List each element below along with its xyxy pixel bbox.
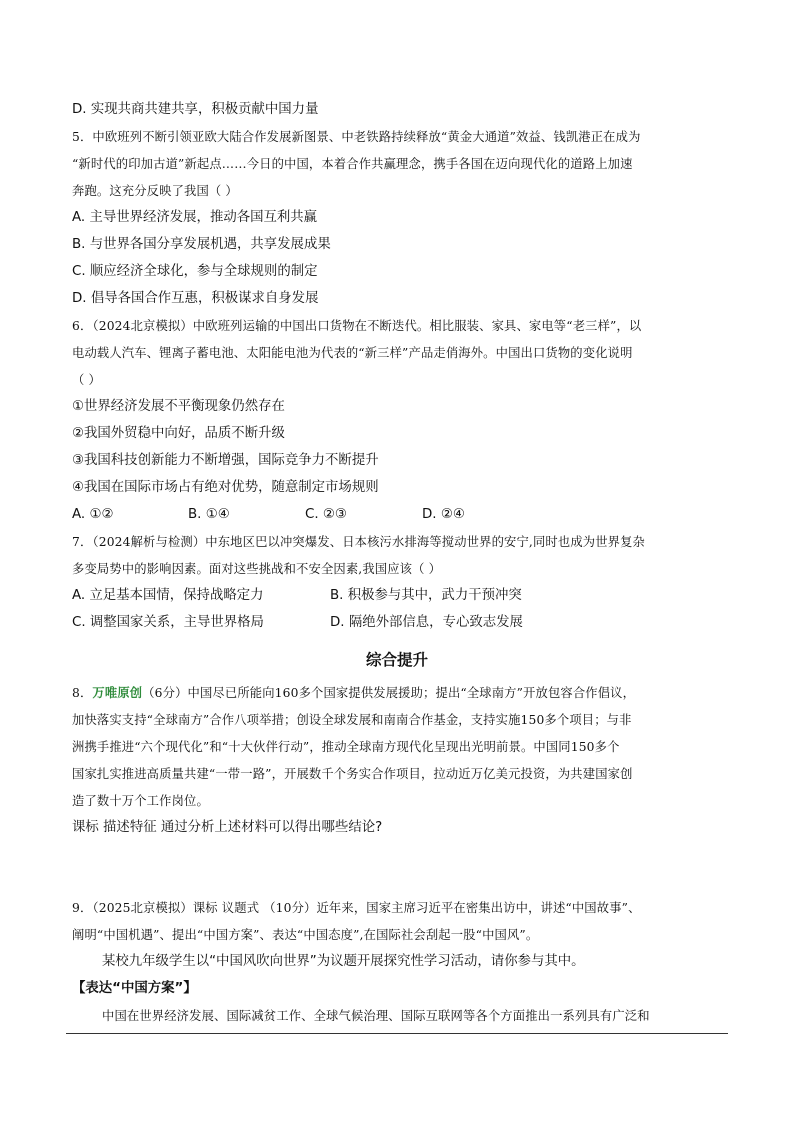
q6-statement-1: ①世界经济发展不平衡现象仍然存在 <box>72 399 285 414</box>
q6-option-c: C. ②③ <box>305 507 347 522</box>
q5-stem-line-3: 奔跑。这充分反映了我国（ ） <box>72 184 238 198</box>
section-title: 综合提升 <box>365 651 428 669</box>
q8-stem-line-3: 洲携手推进“六个现代化”和“十大伙伴行动”，推动全球南方现代化呈现出光明前景。中国同150多个 <box>72 740 620 754</box>
q8-tag: 万唯原创 <box>92 685 143 700</box>
q5-option-b: B. 与世界各国分享发展机遇，共享发展成果 <box>72 237 331 252</box>
q8-stem-line-5: 造了数十万个工作岗位。 <box>72 794 209 808</box>
q8-stem-line-2: 加快落实支持“全球南方”合作八项举措；创设全球发展和南南合作基金，支持实施150多个项目；与非 <box>72 713 632 727</box>
q7-stem-line-1: 7．（2024解析与检测）中东地区巴以冲突爆发、日本核污水排海等搅动世界的安宁,同时也成为世界复杂 <box>72 535 645 549</box>
q9-stem-line-2: 阐明“中国机遇”、提出“中国方案”、表达“中国态度”,在国际社会刮起一股“中国风”。 <box>72 928 539 942</box>
q6-options-row <box>72 505 465 525</box>
q7-option-a: A. 立足基本国情，保持战略定力 <box>72 588 264 603</box>
q7-option-b: B. 积极参与其中，武力干预冲突 <box>330 588 522 603</box>
q7-stem-line-2: 多变局势中的影响因素。面对这些挑战和不安全因素,我国应该（ ） <box>72 562 442 576</box>
q6-option-a: A. ①② <box>72 507 114 522</box>
q7-option-d: D. 隔绝外部信息，专心致志发展 <box>330 615 523 630</box>
q6-option-b: B. ①④ <box>188 507 230 522</box>
q6-stem-line-1: 6．（2024北京模拟）中欧班列运输的中国出口货物在不断迭代。相比服装、家具、家电等“老三样”，以 <box>72 319 642 333</box>
q7-options-row-1 <box>72 586 522 606</box>
q6-stem-line-3: （ ） <box>72 373 101 387</box>
q8-stem-line-4: 国家扎实推进高质量共建“一带一路”，开展数千个务实合作项目，拉动近万亿美元投资，为共建国家创 <box>72 767 633 781</box>
q5-stem-line-2: “新时代的印加古道”新起点……今日的中国，本着合作共赢理念，携手各国在迈向现代化的道路上加速 <box>72 157 633 171</box>
q8-stem-line-1 <box>72 683 635 703</box>
q6-statement-4: ④我国在国际市场占有绝对优势，随意制定市场规则 <box>72 480 379 495</box>
q6-statement-2: ②我国外贸稳中向好，品质不断升级 <box>72 426 285 441</box>
q8-question: 课标 描述特征 通过分析上述材料可以得出哪些结论? <box>72 820 383 835</box>
q5-option-d: D. 倡导各国合作互惠，积极谋求自身发展 <box>72 291 319 306</box>
q9-material-line: 中国在世界经济发展、国际减贫工作、全球气候治理、国际互联网等各个方面推出一系列具有广泛和 <box>102 1009 650 1023</box>
q5-option-a: A. 主导世界经济发展，推动各国互利共赢 <box>72 210 318 225</box>
prev-option-d: D. 实现共商共建共享，积极贡献中国力量 <box>72 102 319 117</box>
q6-statement-3: ③我国科技创新能力不断增强，国际竞争力不断提升 <box>72 453 379 468</box>
q6-option-d: D. ②④ <box>422 507 465 522</box>
q5-option-c: C. 顺应经济全球化，参与全球规则的制定 <box>72 264 318 279</box>
q8-number: 8． <box>72 686 93 700</box>
q7-option-c: C. 调整国家关系，主导世界格局 <box>72 615 264 630</box>
q8-first-line-rest: （6分）中国尽已所能向160多个国家提供发展援助；提出“全球南方”开放包容合作倡议， <box>142 686 636 700</box>
q9-subheading: 【表达“中国方案”】 <box>72 981 197 996</box>
q5-stem-line-1: 5．中欧班列不断引领亚欧大陆合作发展新图景、中老铁路持续释放“黄金大通道”效益、钱凯港正在成为 <box>72 130 641 144</box>
q7-options-row-2 <box>72 613 523 633</box>
q9-stem-line-1: 9．（2025北京模拟）课标 议题式 （10分）近年来，国家主席习近平在密集出访中，讲述“中国故事”、 <box>72 901 641 915</box>
page-bottom-rule <box>66 1033 728 1034</box>
q6-stem-line-2: 电动载人汽车、锂离子蓄电池、太阳能电池为代表的“新三样”产品走俏海外。中国出口货物的变化说明 <box>72 346 633 360</box>
q9-intro: 某校九年级学生以“中国风吹向世界”为议题开展探究性学习活动，请你参与其中。 <box>102 954 585 969</box>
